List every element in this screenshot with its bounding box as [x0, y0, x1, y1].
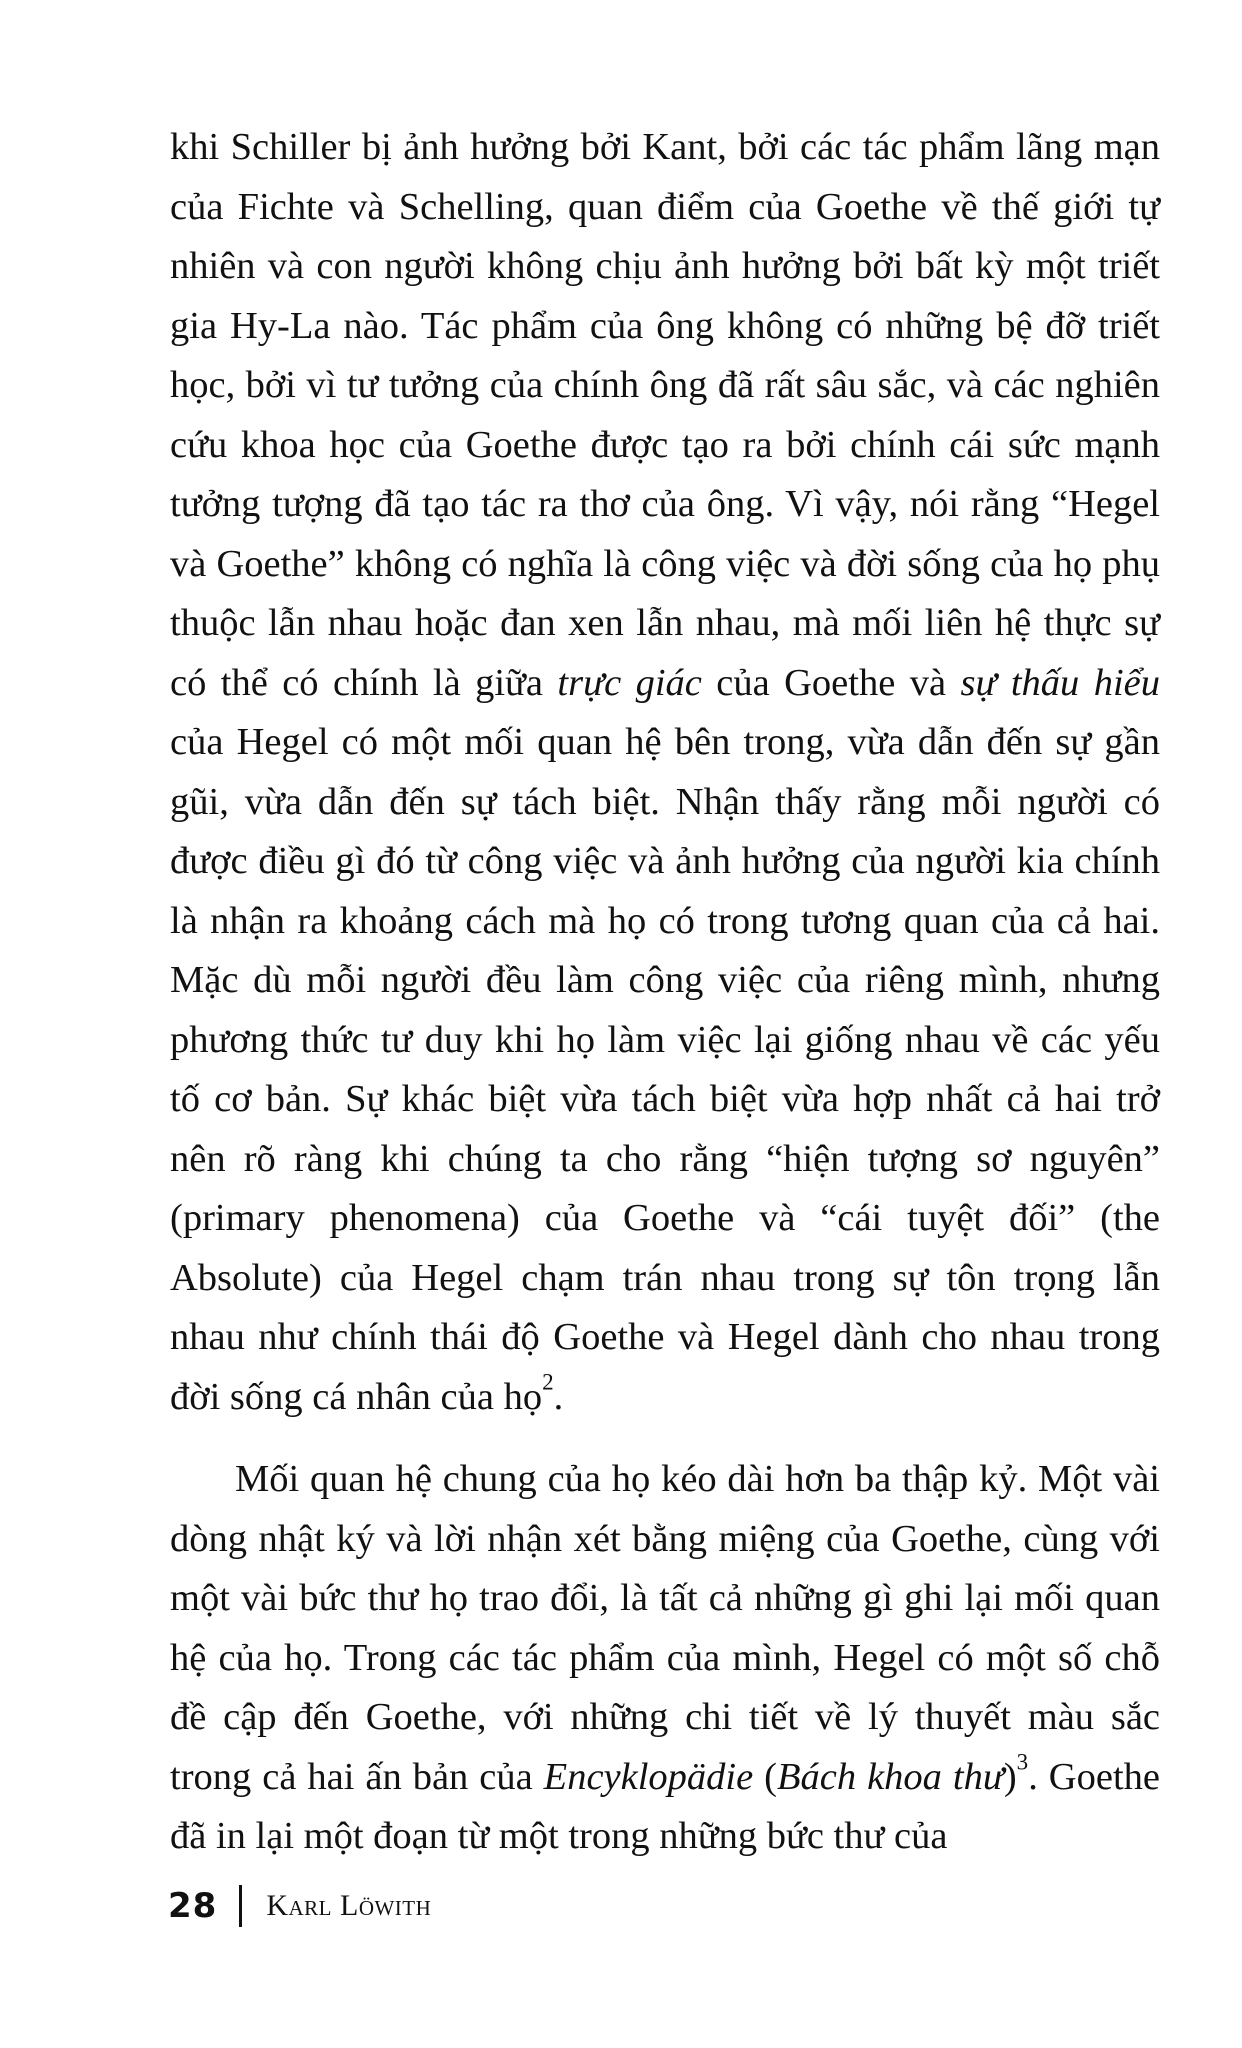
- text-run: của Hegel có một mối quan hệ bên trong, vừa dẫn đến sự gần gũi, vừa dẫn đến sự tách biệt. Nhận thấy rằng mỗi người có được điều gì đó từ công việc và ảnh hưởng của người kia chính là nhận ra khoảng cách mà họ có trong tương quan của cả hai. Mặc dù mỗi người đều làm công việc của riêng mình, nhưng phương thức tư duy khi họ làm việc lại giống nhau về các yếu tố cơ bản. Sự khác biệt vừa tách biệt vừa hợp nhất cả hai trở nên rõ ràng khi chúng ta cho rằng “hiện tượng sơ nguyên” (primary phenomena) của Goethe và “cái tuyệt đối” (the Absolute) của Hegel chạm trán nhau trong sự tôn trọng lẫn nhau như chính thái độ Goethe và Hegel dành cho nhau trong đời sống cá nhân của họ: [170, 721, 1160, 1418]
- text-run: .: [553, 1375, 564, 1418]
- emphasis-text: sự thấu hiểu: [960, 661, 1161, 704]
- paragraph-1: [170, 118, 1160, 1427]
- text-run: ): [1003, 1755, 1017, 1798]
- page-footer: [168, 1880, 431, 1932]
- emphasis-text: trực giác: [557, 661, 702, 704]
- paragraph-2: [170, 1450, 1160, 1867]
- text-run: khi Schiller bị ảnh hưởng bởi Kant, bởi các tác phẩm lãng mạn của Fichte và Schelling, quan điểm của Goethe về thế giới tự nhiên và con người không chịu ảnh hưởng bởi bất kỳ một triết gia Hy-La nào. Tác phẩm của ông không có những bệ đỡ triết học, bởi vì tư tưởng của chính ông đã rất sâu sắc, và các nghiên cứu khoa học của Goethe được tạo ra bởi chính cái sức mạnh tưởng tượng đã tạo tác ra thơ của ông. Vì vậy, nói rằng “Hegel và Goethe” không có nghĩa là công việc và đời sống của họ phụ thuộc lẫn nhau hoặc đan xen lẫn nhau, mà mối liên hệ thực sự có thể có chính là giữa: [170, 126, 1160, 704]
- footer-separator: [239, 1885, 242, 1927]
- text-run: của Goethe và: [701, 661, 961, 704]
- page-body: [170, 118, 1160, 1867]
- footnote-ref: 3: [1016, 1747, 1029, 1774]
- running-author: Karl Löwith: [266, 1889, 432, 1922]
- emphasis-text: Encyklopädie: [543, 1755, 754, 1798]
- emphasis-text: Bách khoa thư: [776, 1755, 1004, 1798]
- footnote-ref: 2: [542, 1367, 554, 1394]
- text-run: (: [753, 1755, 777, 1798]
- text-run: Mối quan hệ chung của họ kéo dài hơn ba thập kỷ. Một vài dòng nhật ký và lời nhận xét bằng miệng của Goethe, cùng với một vài bức thư họ trao đổi, là tất cả những gì ghi lại mối quan hệ của họ. Trong các tác phẩm của mình, Hegel có một số chỗ đề cập đến Goethe, với những chi tiết về lý thuyết màu sắc trong cả hai ấn bản của: [170, 1458, 1160, 1798]
- text-run: . Goethe đã in lại một đoạn từ một trong những bức thư của: [170, 1755, 1160, 1857]
- page-number: 28: [168, 1886, 218, 1926]
